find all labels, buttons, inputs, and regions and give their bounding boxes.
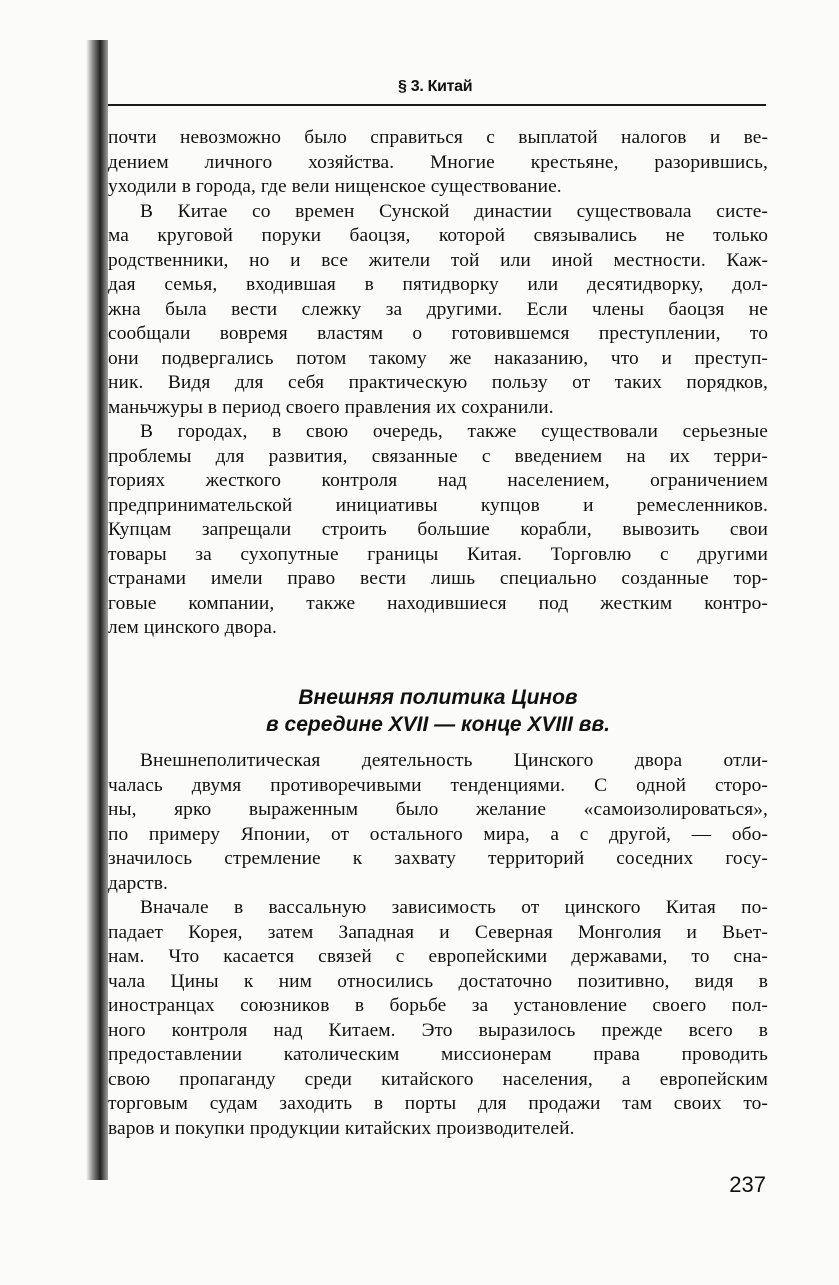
body-text-bottom: [108, 749, 768, 1141]
text-line: Вначале в вассальную зависимость от цинского Китая по-: [140, 897, 768, 918]
text-line: родственники, но и все жители той или иной местности. Каж-: [108, 249, 768, 271]
text-line: Купцам запрещали строить большие корабли, вывозить свои: [108, 519, 768, 540]
text-line: предоставлении католическим миссионерам права проводить: [108, 1044, 768, 1065]
text-line: по примеру Японии, от остального мира, а с другой, — обо-: [108, 823, 768, 845]
text-line: проблемы для развития, связанные с введением на их терри-: [108, 445, 768, 467]
text-line: дая семья, входившая в пятидворку или десятидворку, дол-: [108, 274, 768, 295]
text-line: нам. Что касается связей с европейскими державами, то сна-: [108, 946, 768, 967]
text-line: В городах, в свою очередь, также существовали серьезные: [140, 421, 768, 442]
text-line: говые компании, также находившиеся под жестким контро-: [108, 592, 768, 614]
text-line: предпринимательской инициативы купцов и ремесленников.: [108, 494, 768, 516]
text-line: ник. Видя для себя практическую пользу от таких порядков,: [108, 372, 768, 393]
text-line: жна была вести слежку за другими. Если члены баоцзя не: [108, 298, 768, 320]
text-line: ны, ярко выраженным было желание «самоизолироваться»,: [108, 799, 768, 820]
binding-edge-shadow: [86, 40, 108, 1180]
text-line: В Китае со времен Сунской династии существовала систе-: [140, 200, 768, 222]
text-line: дением личного хозяйства. Многие крестьяне, разорившись,: [108, 151, 768, 173]
body-text-top: [108, 126, 768, 641]
text-line: чала Цины к ним относились достаточно позитивно, видя в: [108, 970, 768, 992]
text-line: уходили в города, где вели нищенское существование.: [108, 176, 562, 197]
text-line: иностранцах союзников в борьбе за установление своего пол-: [108, 995, 768, 1016]
section-heading: [108, 684, 768, 738]
text-line: сообщали вовремя властям о готовившемся преступлении, то: [108, 323, 768, 344]
text-line: товары за сухопутные границы Китая. Торговлю с другими: [108, 543, 768, 565]
text-line: ма круговой поруки баоцзя, которой связывались не только: [108, 225, 768, 246]
running-head: [108, 76, 766, 106]
text-line: почти невозможно было справиться с выплатой налогов и ве-: [108, 127, 768, 148]
text-line: странами имели право вести лишь специально созданные тор-: [108, 568, 768, 589]
text-line: торговым судам заходить в порты для продажи там своих то-: [108, 1093, 768, 1114]
text-line: значилось стремление к захвату территорий соседних госу-: [108, 848, 768, 869]
page-number: 237: [729, 1172, 766, 1197]
text-line: маньчжуры в период своего правления их сохранили.: [108, 396, 554, 418]
text-line: ториях жесткого контроля над населением, ограничением: [108, 470, 768, 491]
running-title: § 3. Китай: [398, 78, 473, 95]
text-line: свою пропаганду среди китайского населения, а европейским: [108, 1068, 768, 1090]
text-line: падает Корея, затем Западная и Северная Монголия и Вьет-: [108, 921, 768, 943]
text-line: они подвергались потом такому же наказанию, что и преступ-: [108, 347, 768, 369]
text-line: Внешнеполитическая деятельность Цинского двора отли-: [140, 750, 768, 771]
text-line: варов и покупки продукции китайских производителей.: [108, 1117, 575, 1139]
text-line: чалась двумя противоречивыми тенденциями. С одной сторо-: [108, 774, 768, 796]
text-line: ного контроля над Китаем. Это выразилось прежде всего в: [108, 1019, 768, 1041]
section-heading-line-2: в середине XVII — конце XVIII вв.: [266, 713, 610, 736]
text-line: лем цинского двора.: [108, 617, 277, 638]
text-line: дарств.: [108, 872, 168, 894]
section-heading-line-1: Внешняя политика Цинов: [298, 686, 578, 709]
